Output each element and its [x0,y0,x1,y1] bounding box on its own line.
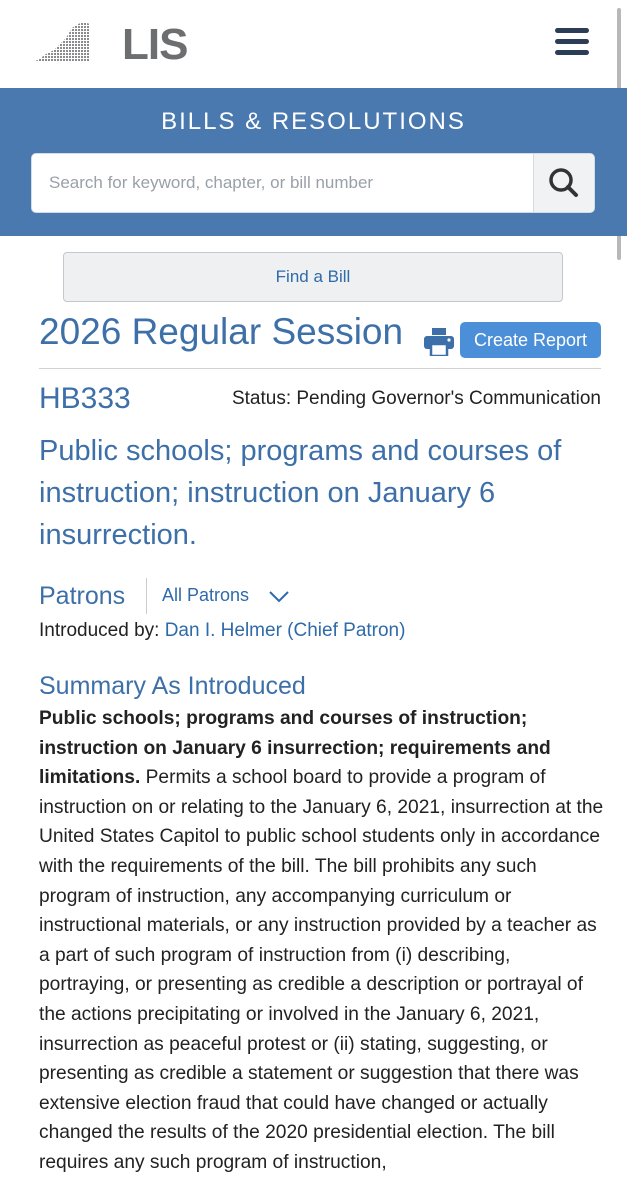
summary-body [39,704,605,1178]
bill-title: Public schools; programs and courses of instruction; instruction on January 6 insurrection. [39,435,562,551]
summary-heading: Summary As Introduced [39,672,306,700]
chief-patron-link[interactable]: Dan I. Helmer (Chief Patron) [164,620,406,641]
introduced-by-label: Introduced by: [39,620,160,641]
summary-bold-lead: Public schools; programs and courses of instruction; instruction on January 6 insurrection; requirements and limitations. [39,708,551,789]
create-report-button[interactable]: Create Report [460,322,601,358]
divider [39,368,601,369]
virginia-map-icon [30,20,92,64]
search-box [31,153,595,213]
search-button[interactable] [533,154,594,212]
patrons-label: Patrons [39,582,126,610]
search-icon [534,154,594,212]
hamburger-menu-icon[interactable] [553,28,593,58]
lis-logo[interactable] [30,18,190,69]
bill-status: Status: Pending Governor's Communication [231,388,601,409]
banner-title: BILLS & RESOLUTIONS [161,108,466,135]
patrons-divider [146,578,147,614]
summary-text: Permits a school board to provide a program of instruction on or relating to the January 6, 2021, insurrection at the United States Capitol to public school students only in accordance with the requirements of the bill. The bill prohibits any such program of instruction, any accompanying curriculum or instructional materials, or any instruction provided by a teacher as a part of such program of instruction from (i) describing, portraying, or presenting as credible a description or portrayal of the actions precipitating or involved in the January 6, 2021, insurrection as peaceful protest or (ii) stating, suggesting, or presenting as credible a statement or suggestion that there was extensive election fraud that could have changed or actually changed the results of the 2020 presidential election. The bill requires any such program of instruction, [39,767,604,1173]
logo-text: LIS [122,20,188,69]
all-patrons-dropdown[interactable]: All Patrons [162,585,250,605]
chevron-down-icon[interactable] [268,588,290,604]
find-a-bill-button[interactable]: Find a Bill [63,252,563,302]
search-banner [0,88,627,236]
session-title: 2026 Regular Session [39,311,404,352]
bill-number: HB333 [39,382,131,415]
printer-icon[interactable] [424,328,454,356]
search-input[interactable] [32,154,535,212]
introduced-by [39,620,405,642]
top-bar [0,0,627,88]
